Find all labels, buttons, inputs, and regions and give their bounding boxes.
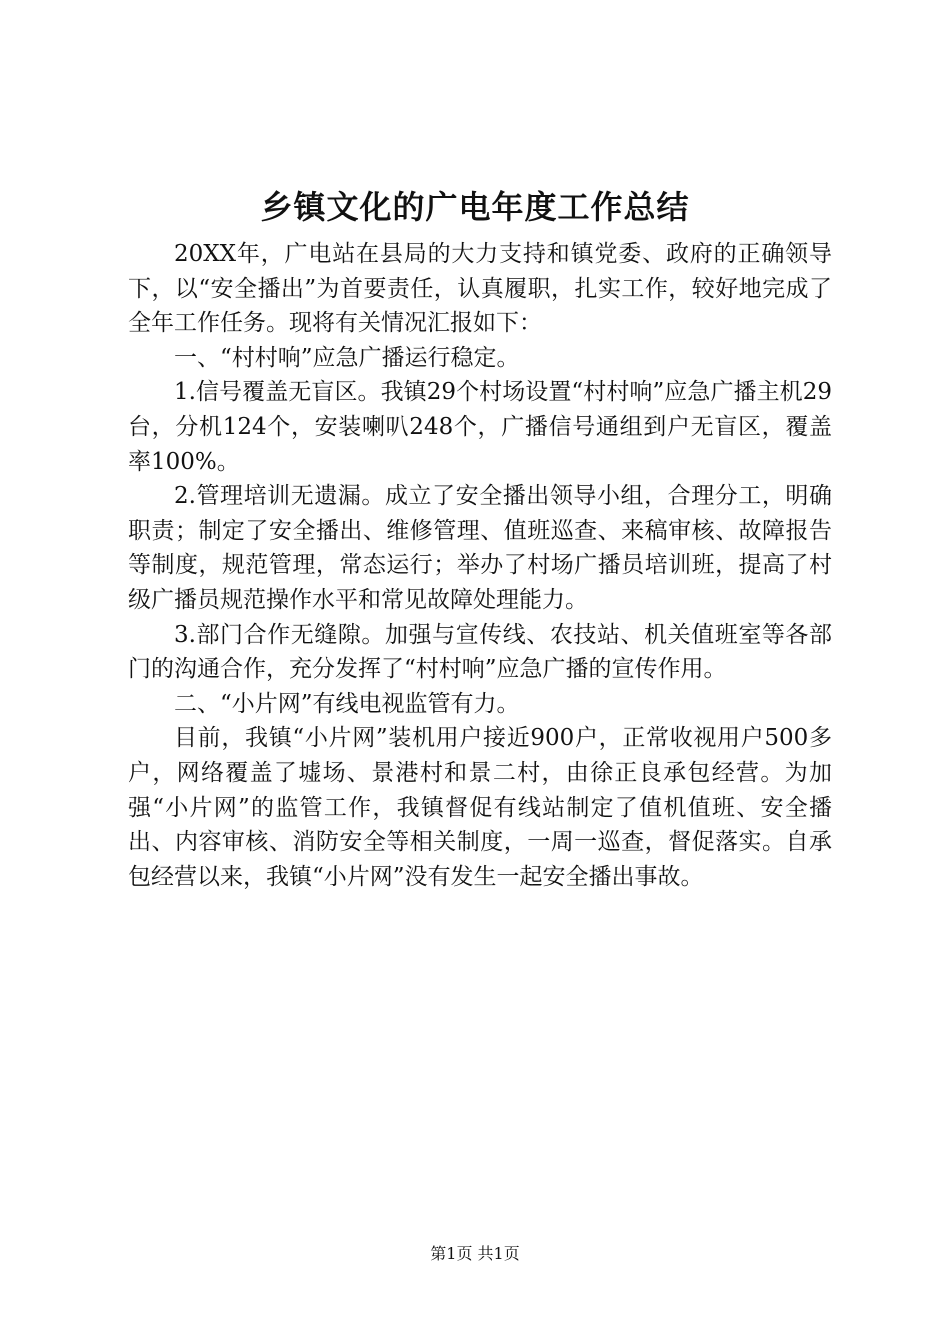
paragraph-intro: 20XX年，广电站在县局的大力支持和镇党委、政府的正确领导下，以“安全播出”为首要责任，认真履职，扎实工作，较好地完成了全年工作任务。现将有关情况汇报如下： bbox=[128, 241, 832, 337]
page-footer: 第1页 共1页 bbox=[430, 1244, 520, 1263]
paragraph-department-cooperation: 3.部门合作无缝隙。加强与宣传线、农技站、机关值班室等各部门的沟通合作，充分发挥了“村村响”应急广播的宣传作用。 bbox=[128, 621, 832, 683]
paragraph-signal-coverage: 1.信号覆盖无盲区。我镇29个村场设置“村村响”应急广播主机29台，分机124个，安装喇叭248个，广播信号通组到户无盲区，覆盖率100%。 bbox=[128, 379, 832, 475]
paragraph-management-training: 2.管理培训无遗漏。成立了安全播出领导小组，合理分工，明确职责；制定了安全播出、维修管理、值班巡查、来稿审核、故障报告等制度，规范管理，常态运行；举办了村场广播员培训班，提高了村级广播员规范操作水平和常见故障处理能力。 bbox=[128, 483, 832, 613]
paragraph-small-network: 目前，我镇“小片网”装机用户接近900户，正常收视用户500多户，网络覆盖了墟场、景港村和景二村，由徐正良承包经营。为加强“小片网”的监管工作，我镇督促有线站制定了值机值班、安全播出、内容审核、消防安全等相关制度，一周一巡查，督促落实。自承包经营以来，我镇“小片网”没有发生一起安全播出事故。 bbox=[128, 725, 832, 890]
section-heading-1: 一、“村村响”应急广播运行稳定。 bbox=[174, 344, 520, 371]
document-title: 乡镇文化的广电年度工作总结 bbox=[260, 188, 690, 226]
document-body bbox=[128, 237, 832, 894]
section-heading-2: 二、“小片网”有线电视监管有力。 bbox=[174, 690, 520, 717]
